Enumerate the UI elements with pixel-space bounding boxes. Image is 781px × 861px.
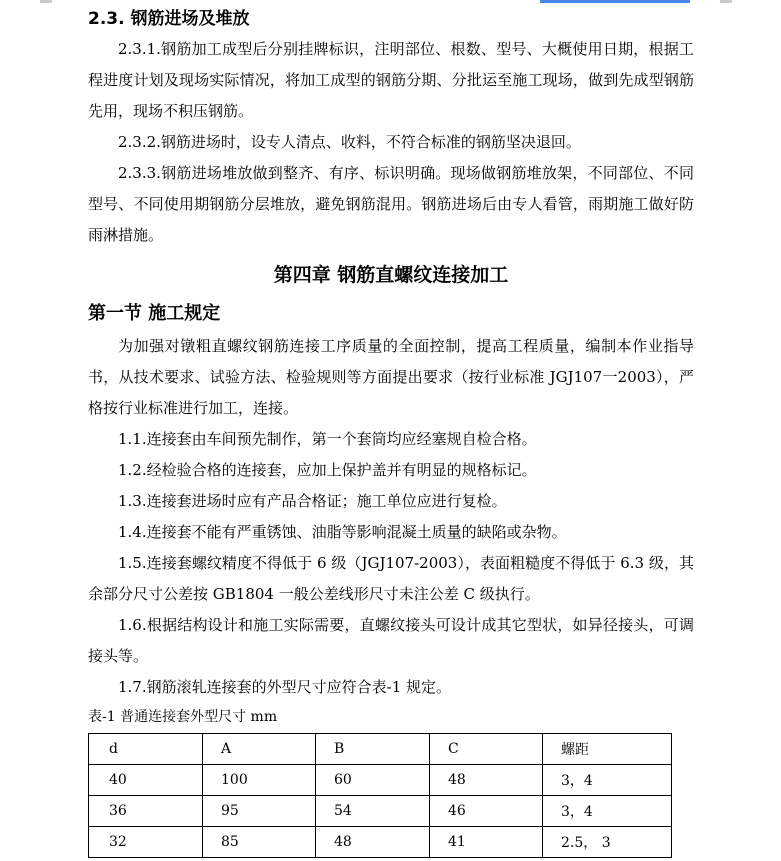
paragraph-2-3-2: 2.3.2.钢筋进场时，设专人清点、收料，不符合标准的钢筋坚决退回。: [118, 133, 581, 151]
table-row: [89, 827, 672, 858]
section-title: 第一节 施工规定: [88, 303, 221, 324]
paragraph-2-3-1: 2.3.1.钢筋加工成型后分别挂牌标识，注明部位、根数、型号、大概使用日期，根据工程进度计划及现场实际情况，将加工成型的钢筋分期、分批运至施工现场，做到先成型钢筋先用，现场不积压钢筋。: [88, 40, 694, 120]
section-intro: 为加强对镦粗直螺纹钢筋连接工序质量的全面控制，提高工程质量，编制本作业指导书，从技术要求、试验方法、检验规则等方面提出要求（按行业标准 JGJ107一2003），严格按行业标准进行加工，连接。: [88, 337, 694, 417]
table-cell: 40: [89, 765, 203, 796]
table-cell: 48: [430, 765, 543, 796]
document-body: [88, 4, 694, 858]
item-1-2: 1.2.经检验合格的连接套，应加上保护盖并有明显的规格标记。: [118, 461, 537, 479]
selection-highlight: [540, 0, 690, 3]
table-cell: 41: [430, 827, 543, 858]
table-cell: 3，4: [543, 796, 672, 827]
table-caption: 表-1 普通连接套外型尺寸 mm: [88, 709, 278, 725]
table-cell: 48: [316, 827, 430, 858]
chapter-title: 第四章 钢筋直螺纹连接加工: [273, 264, 509, 286]
table-cell: 54: [316, 796, 430, 827]
table-cell: 36: [89, 796, 203, 827]
page-top-edge: [0, 0, 781, 3]
table-cell: 95: [203, 796, 316, 827]
item-1-7: 1.7.钢筋滚轧连接套的外型尺寸应符合表-1 规定。: [118, 678, 452, 696]
table-cell: 2.5， 3: [543, 827, 672, 858]
paragraph-2-3-3: 2.3.3.钢筋进场堆放做到整齐、有序、标识明确。现场做钢筋堆放架，不同部位、不同型号、不同使用期钢筋分层堆放，避免钢筋混用。钢筋进场后由专人看管，雨期施工做好防雨淋措施。: [88, 164, 694, 244]
header-cell-c: C: [430, 734, 543, 765]
item-1-3: 1.3.连接套进场时应有产品合格证；施工单位应进行复检。: [118, 492, 507, 510]
table-cell: 46: [430, 796, 543, 827]
header-cell-b: B: [316, 734, 430, 765]
margin-mark-right: [720, 0, 732, 3]
table-row: [89, 765, 672, 796]
table-cell: 85: [203, 827, 316, 858]
header-cell-pitch: 螺距: [543, 734, 672, 765]
table-cell: 3，4: [543, 765, 672, 796]
item-1-6: 1.6.根据结构设计和施工实际需要，直螺纹接头可设计成其它型状，如异径接头，可调接头等。: [88, 616, 694, 665]
header-cell-d: d: [89, 734, 203, 765]
table-header-row: [89, 734, 672, 765]
item-1-4: 1.4.连接套不能有严重锈蚀、油脂等影响混凝土质量的缺陷或杂物。: [118, 523, 567, 541]
margin-mark-left: [40, 0, 52, 3]
connector-sleeve-table: [88, 733, 672, 858]
section-2-3-heading: 2.3. 钢筋进场及堆放: [88, 9, 250, 29]
table-cell: 32: [89, 827, 203, 858]
table-row: [89, 796, 672, 827]
item-1-1: 1.1.连接套由车间预先制作，第一个套筒均应经塞规自检合格。: [118, 430, 537, 448]
header-cell-a: A: [203, 734, 316, 765]
table-cell: 60: [316, 765, 430, 796]
item-1-5: 1.5.连接套螺纹精度不得低于 6 级（JGJ107-2003），表面粗糙度不得低于 6.3 级，其余部分尺寸公差按 GB1804 一般公差线形尺寸未注公差 C 级执行。: [88, 554, 694, 603]
table-cell: 100: [203, 765, 316, 796]
